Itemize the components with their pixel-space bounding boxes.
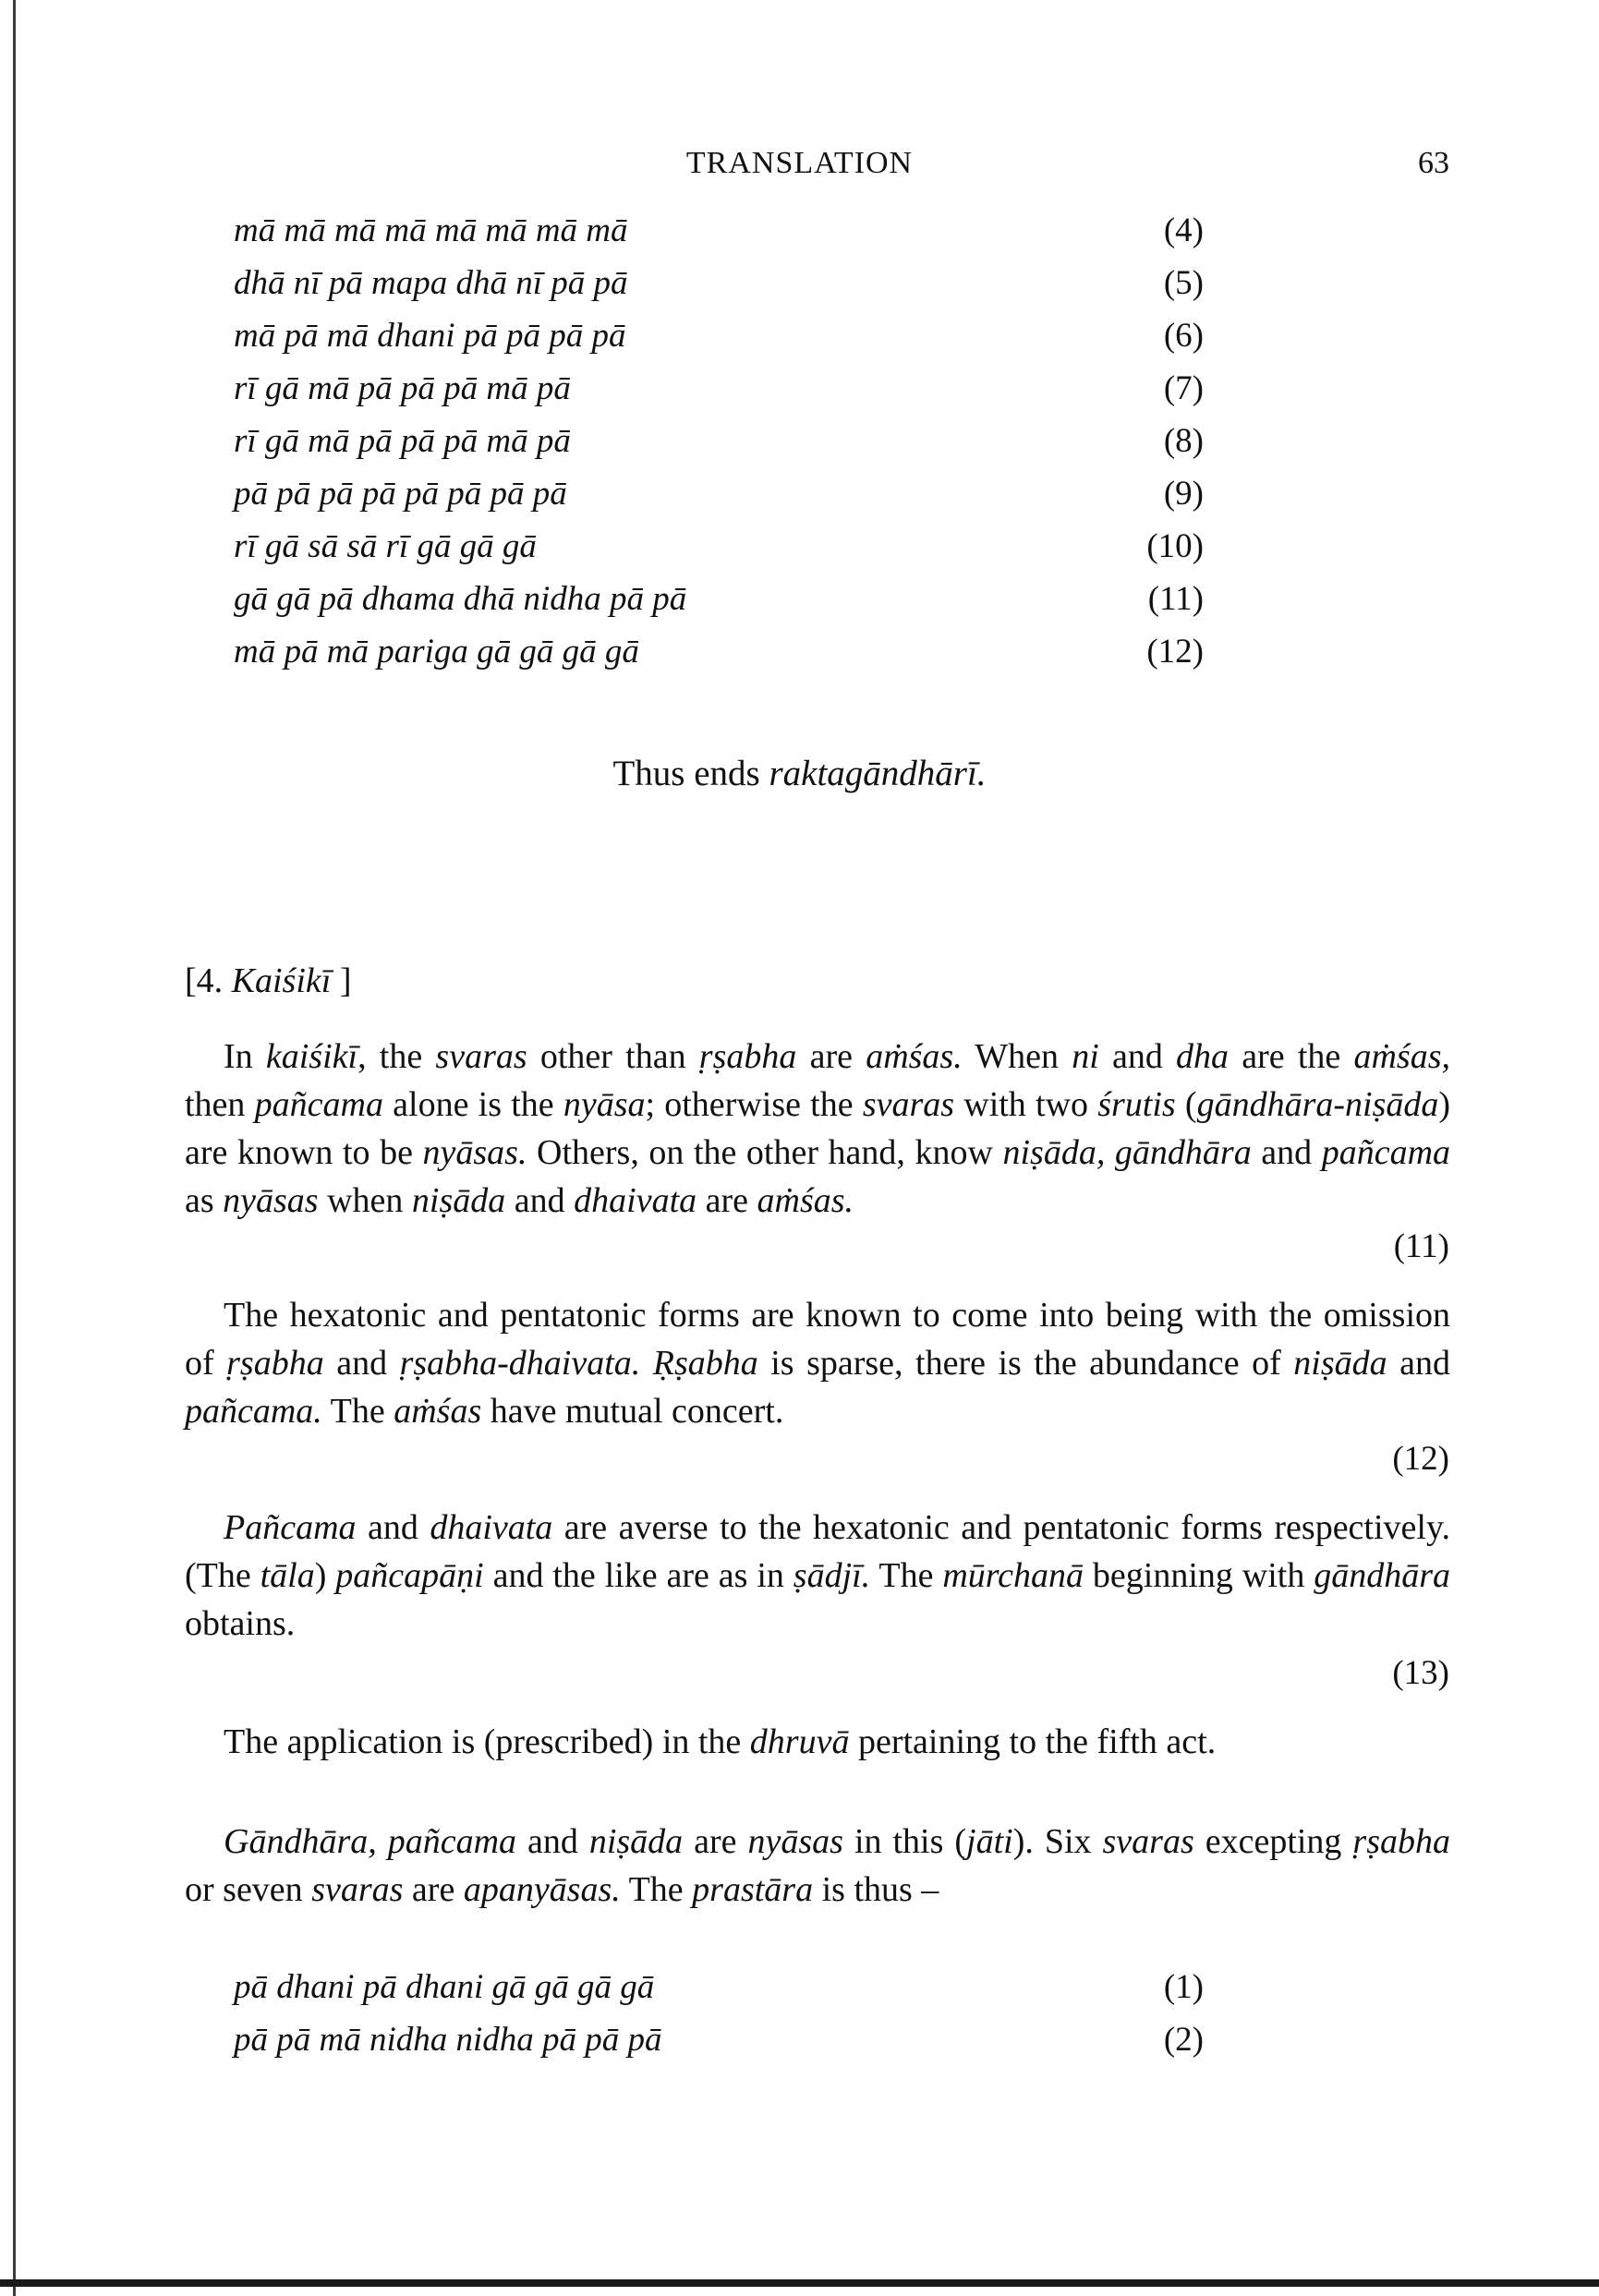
verse-number: (1) xyxy=(1163,1968,1204,2006)
text-run: are the xyxy=(1229,1037,1354,1076)
italic-term: niṣāda xyxy=(588,1822,684,1861)
verse-block-top xyxy=(234,211,1204,684)
text-run: is sparse, there is the abundance of xyxy=(757,1344,1294,1383)
italic-term: svaras xyxy=(435,1037,527,1076)
verse-line xyxy=(234,632,1204,684)
paragraph-4 xyxy=(185,1718,1450,1766)
italic-term: aṁśas xyxy=(394,1392,482,1431)
text-run: and xyxy=(505,1181,575,1220)
paragraph-2 xyxy=(185,1291,1450,1435)
text-run: The xyxy=(870,1556,943,1595)
text-run: , the xyxy=(357,1037,436,1076)
closing-raga-name: raktagāndhārī. xyxy=(769,754,987,793)
text-run xyxy=(640,1344,652,1383)
text-run: when xyxy=(318,1181,412,1220)
italic-term: svaras xyxy=(1102,1822,1194,1861)
scan-bottom-edge xyxy=(0,2279,1599,2287)
italic-term: mūrchanā xyxy=(942,1556,1084,1595)
italic-term: apanyāsas. xyxy=(463,1870,621,1909)
text-run: alone is the xyxy=(382,1085,563,1124)
verse-number: (4) xyxy=(1163,211,1204,249)
text-run: and xyxy=(323,1344,400,1383)
verse-text: pā pā pā pā pā pā pā pā xyxy=(234,475,567,513)
italic-term: ṛṣabha-dhaivata. xyxy=(399,1344,641,1383)
verse-reference: (13) xyxy=(1392,1654,1449,1692)
text-run: as xyxy=(185,1181,224,1220)
closing-prefix: Thus ends xyxy=(612,754,769,793)
verse-text: rī gā sā sā rī gā gā gā xyxy=(234,527,537,565)
text-run: ) are known to be xyxy=(185,1085,1451,1172)
italic-term: aṁśas, xyxy=(1353,1037,1451,1076)
text-run: and xyxy=(356,1508,430,1547)
paragraph-3 xyxy=(185,1504,1450,1648)
text-run: ). Six xyxy=(1012,1822,1103,1861)
italic-term: Gāndhāra, pañcama xyxy=(224,1822,517,1861)
verse-line xyxy=(234,421,1204,474)
verse-reference: (11) xyxy=(1393,1227,1449,1265)
section-bracket-close: ] xyxy=(331,961,352,1000)
italic-term: ṛṣabha xyxy=(698,1037,797,1076)
verse-text: rī gā mā pā pā pā mā pā xyxy=(234,369,571,407)
verse-line xyxy=(234,474,1204,526)
section-heading xyxy=(185,961,352,1001)
verse-line xyxy=(234,316,1204,369)
italic-term: nyāsa xyxy=(563,1085,646,1124)
italic-term: dhruvā xyxy=(749,1722,850,1761)
verse-line xyxy=(234,2020,1204,2072)
text-run: are xyxy=(697,1181,757,1220)
italic-term: pañcama. xyxy=(185,1392,322,1431)
text-run: ( xyxy=(1184,1085,1197,1124)
verse-text: mā pā mā pariga gā gā gā gā xyxy=(234,633,639,671)
text-run: The hexatonic and pentatonic forms are known to come into being with the omission of xyxy=(185,1296,1450,1383)
text-run: have mutual concert. xyxy=(481,1392,784,1431)
text-run: In xyxy=(224,1037,266,1076)
text-run: The xyxy=(321,1392,394,1431)
verse-text: mā pā mā dhani pā pā pā pā xyxy=(234,317,626,355)
verse-number: (8) xyxy=(1163,422,1204,460)
italic-term: dhaivata xyxy=(574,1181,697,1220)
italic-term: gāndhāra xyxy=(1314,1556,1451,1595)
text-run: are xyxy=(403,1870,464,1909)
italic-term: niṣāda, gāndhāra xyxy=(1002,1133,1252,1172)
verse-block-bottom xyxy=(234,1967,1204,2072)
text-run: is thus – xyxy=(813,1870,939,1909)
section-title: Kaiśikī xyxy=(231,961,332,1000)
verse-line xyxy=(234,579,1204,632)
italic-term: pañcama xyxy=(254,1085,383,1124)
text-run: The application is (prescribed) in the xyxy=(224,1722,750,1761)
italic-term: tāla xyxy=(260,1556,315,1595)
paragraph-1 xyxy=(185,1033,1450,1225)
text-run: are averse to the hexatonic and pentatonic forms respectively. (The xyxy=(185,1508,1450,1595)
closing-line xyxy=(0,753,1599,794)
verse-number: (7) xyxy=(1163,369,1204,407)
text-run: other than xyxy=(527,1037,699,1076)
verse-line xyxy=(234,1967,1204,2020)
text-run: When xyxy=(962,1037,1072,1076)
text-run: and xyxy=(1387,1344,1450,1383)
italic-term: jāti xyxy=(966,1822,1013,1861)
text-run: excepting xyxy=(1193,1822,1353,1861)
verse-text: mā mā mā mā mā mā mā mā xyxy=(234,211,628,249)
text-run: and the like are as in xyxy=(483,1556,793,1595)
verse-text: pā pā mā nidha nidha pā pā pā xyxy=(234,2021,662,2059)
italic-term: ṣādjī. xyxy=(793,1556,871,1595)
verse-number: (2) xyxy=(1163,2021,1204,2059)
italic-term: pañcama xyxy=(1321,1133,1451,1172)
text-run: and xyxy=(516,1822,589,1861)
italic-term: ṛṣabha xyxy=(1352,1822,1450,1861)
verse-line xyxy=(234,263,1204,316)
italic-term: kaiśikī xyxy=(265,1037,358,1076)
italic-term: niṣāda xyxy=(411,1181,506,1220)
italic-term: Ṛṣabha xyxy=(652,1344,758,1383)
verse-line xyxy=(234,369,1204,421)
text-run: are xyxy=(683,1822,748,1861)
text-run: obtains. xyxy=(185,1604,296,1643)
text-run: in this ( xyxy=(842,1822,967,1861)
text-run: The xyxy=(620,1870,693,1909)
italic-term: pañcapāṇi xyxy=(335,1556,484,1595)
italic-term: nyāsas xyxy=(223,1181,319,1220)
italic-term: dha xyxy=(1176,1037,1230,1076)
verse-number: (12) xyxy=(1146,633,1204,671)
verse-number: (6) xyxy=(1163,317,1204,355)
section-bracket-open: [4. xyxy=(185,961,232,1000)
verse-text: rī gā mā pā pā pā mā pā xyxy=(234,422,571,460)
italic-term: prastāra xyxy=(692,1870,814,1909)
running-header-title: TRANSLATION xyxy=(685,146,914,180)
text-run: ; otherwise the xyxy=(645,1085,863,1124)
italic-term: gāndhāra-niṣāda xyxy=(1196,1085,1439,1124)
text-run: or seven xyxy=(185,1870,312,1909)
text-run: ) xyxy=(314,1556,336,1595)
italic-term: ṛṣabha xyxy=(226,1344,324,1383)
text-run: beginning with xyxy=(1084,1556,1314,1595)
verse-line xyxy=(234,211,1204,263)
text-run: Others, on the other hand, know xyxy=(527,1133,1003,1172)
italic-term: ni xyxy=(1072,1037,1099,1076)
text-run: pertaining to the fifth act. xyxy=(849,1722,1217,1761)
italic-term: Pañcama xyxy=(224,1508,357,1547)
text-run: then xyxy=(185,1085,255,1124)
scan-left-edge xyxy=(13,0,16,2296)
page-number: 63 xyxy=(1418,146,1449,180)
italic-term: dhaivata xyxy=(430,1508,553,1547)
verse-text: dhā nī pā mapa dhā nī pā pā xyxy=(234,264,628,302)
verse-number: (9) xyxy=(1163,475,1204,513)
italic-term: niṣāda xyxy=(1293,1344,1387,1383)
text-run: with two xyxy=(954,1085,1098,1124)
italic-term: nyāsas xyxy=(747,1822,843,1861)
italic-term: svaras xyxy=(311,1870,404,1909)
text-run: and xyxy=(1098,1037,1177,1076)
verse-reference: (12) xyxy=(1392,1440,1449,1478)
italic-term: svaras xyxy=(862,1085,955,1124)
verse-number: (10) xyxy=(1146,527,1204,565)
verse-text: gā gā pā dhama dhā nidha pā pā xyxy=(234,580,687,618)
verse-text: pā dhani pā dhani gā gā gā gā xyxy=(234,1968,655,2006)
verse-line xyxy=(234,526,1204,579)
text-run: are xyxy=(796,1037,866,1076)
italic-term: aṁśas. xyxy=(757,1181,854,1220)
italic-term: nyāsas. xyxy=(422,1133,527,1172)
verse-number: (11) xyxy=(1147,580,1204,618)
italic-term: aṁśas. xyxy=(866,1037,963,1076)
text-run: and xyxy=(1251,1133,1322,1172)
italic-term: śrutis xyxy=(1097,1085,1176,1124)
verse-number: (5) xyxy=(1163,264,1204,302)
paragraph-5 xyxy=(185,1818,1450,1914)
